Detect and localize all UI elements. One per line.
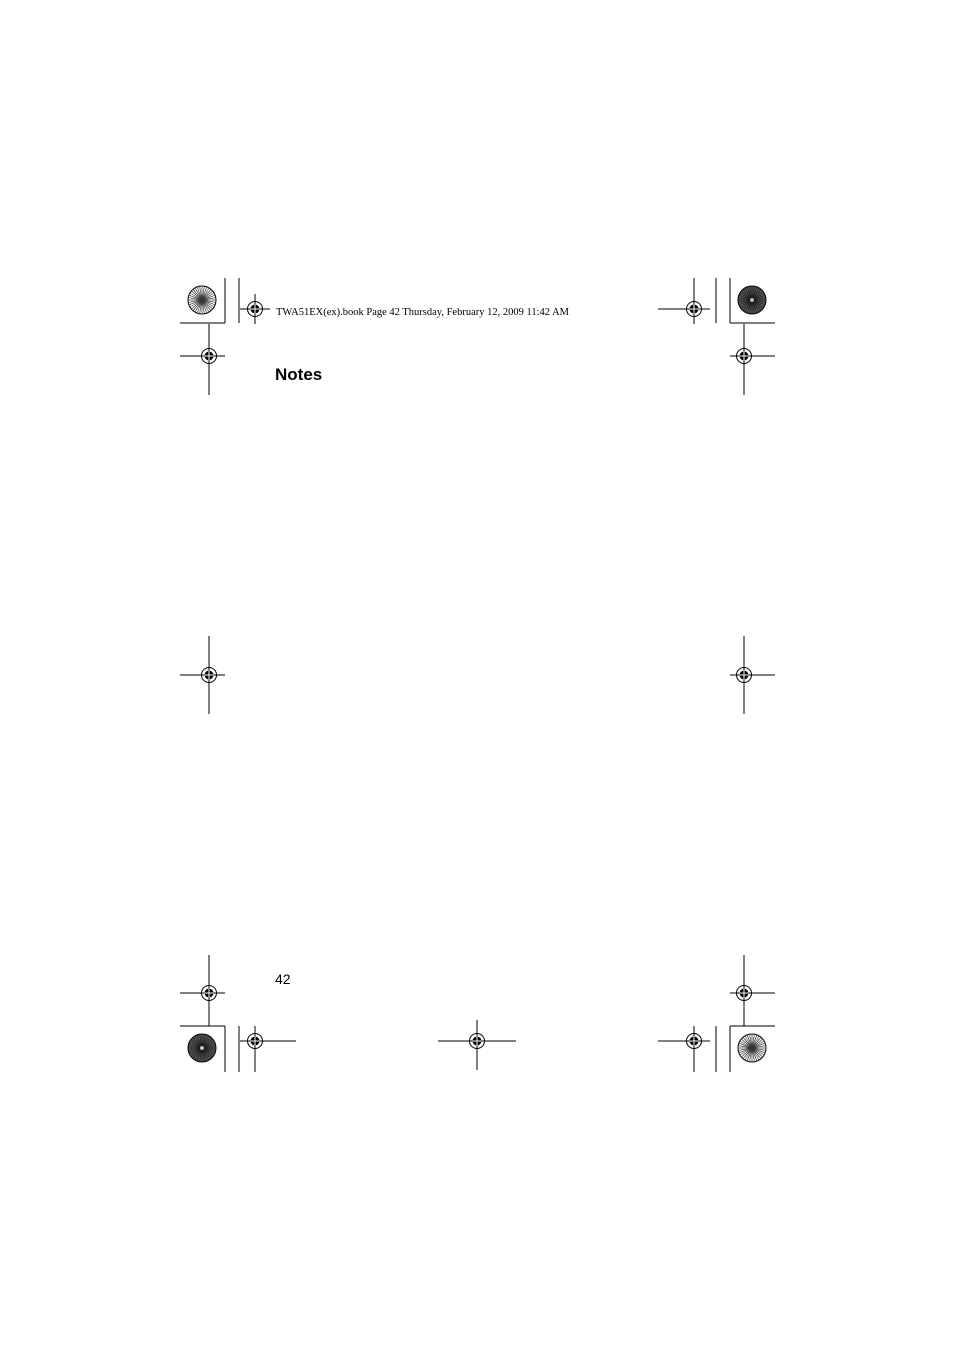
registration-target-icon bbox=[180, 324, 225, 395]
book-file-info: TWA51EX(ex).book Page 42 Thursday, February 12, 2009 11:42 AM bbox=[276, 307, 569, 318]
registration-target-icon bbox=[240, 1026, 296, 1072]
registration-target-icon bbox=[438, 1020, 516, 1070]
page-title: Notes bbox=[275, 365, 323, 384]
starburst-target-icon bbox=[738, 286, 766, 314]
registration-target-icon bbox=[180, 636, 225, 714]
registration-target-icon bbox=[180, 955, 225, 1026]
color-target-circles bbox=[188, 286, 766, 1062]
registration-target-icon bbox=[240, 294, 270, 324]
page-number: 42 bbox=[275, 971, 291, 987]
registration-target-icon bbox=[730, 955, 775, 1026]
starburst-target-icon bbox=[188, 286, 216, 314]
registration-target-icon bbox=[730, 636, 775, 714]
registration-target-icon bbox=[730, 324, 775, 395]
registration-target-icon bbox=[658, 1026, 710, 1072]
registration-marks bbox=[180, 278, 775, 1072]
registration-target-icon bbox=[658, 278, 710, 324]
starburst-target-icon bbox=[738, 1034, 766, 1062]
starburst-target-icon bbox=[188, 1034, 216, 1062]
